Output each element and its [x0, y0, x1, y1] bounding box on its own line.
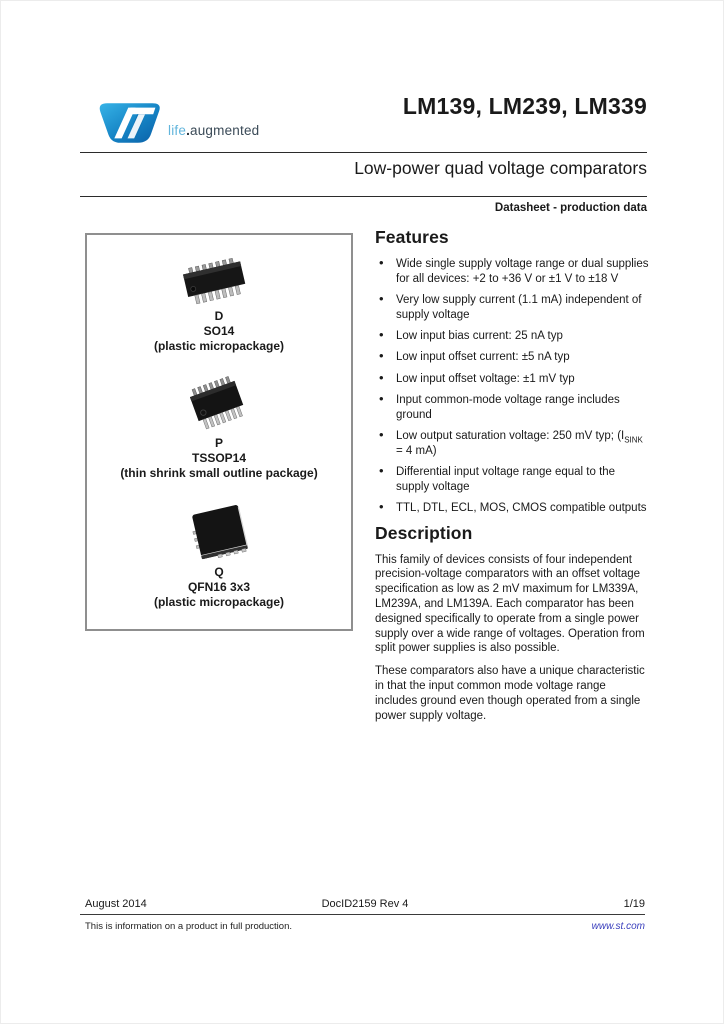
header-divider: [80, 152, 647, 153]
package-p-desc: (thin shrink small outline package): [120, 466, 318, 480]
tagline-dot: .: [186, 123, 191, 138]
subtitle-divider: [80, 196, 647, 197]
package-d-desc: (plastic micropackage): [153, 339, 285, 353]
so14-package-icon: [171, 253, 267, 309]
footer-doc-id: DocID2159 Rev 4: [321, 898, 409, 910]
package-p-code: P: [214, 436, 223, 450]
description-body: [375, 553, 649, 724]
footer-note-row: [85, 921, 645, 932]
qfn16-package-icon: [180, 501, 258, 565]
package-d-code: D: [214, 309, 224, 323]
feature-item: • Very low supply current (1.1 mA) independent of supply voltage: [375, 293, 649, 323]
description-heading: Description: [375, 522, 473, 543]
st-logo-icon: [96, 99, 162, 147]
package-q-code: Q: [214, 565, 224, 579]
features-heading: Features: [375, 227, 449, 247]
package-q-desc: (plastic micropackage): [153, 595, 285, 609]
main-content-column: [375, 227, 649, 731]
package-p-group: [120, 374, 317, 481]
st-logo: [96, 99, 162, 147]
footer-divider: [80, 914, 645, 915]
page-title: Low-power quad voltage comparators: [354, 158, 647, 178]
package-p-name: TSSOP14: [191, 451, 247, 465]
package-q-group: [154, 501, 284, 610]
description-paragraph: These comparators also have a unique characteristic in that the input common mode voltage range includes ground even though operated from a single power supply voltage.: [375, 665, 645, 722]
package-options-box: [85, 233, 353, 631]
doc-status-label: Datasheet - production data: [494, 202, 647, 214]
st-tagline: [168, 123, 259, 138]
package-d-group: [154, 253, 284, 354]
feature-item: • TTL, DTL, ECL, MOS, CMOS compatible outputs: [375, 501, 649, 516]
description-paragraph: This family of devices consists of four independent precision-voltage comparators with an offset voltage specification as low as 2 mV maximum for LM339A, LM239A, and LM139A. Each comparator has been designed specifically to operate from a single power supply over a wide range of voltages. Operation from split power supplies is also possible.: [375, 553, 645, 655]
feature-item: • Differential input voltage range equal to the supply voltage: [375, 465, 649, 495]
feature-item: • Wide single supply voltage range or dual supplies for all devices: +2 to +36 V or ±1 V to ±18 V: [375, 257, 649, 287]
footer-page-number: 1/19: [623, 898, 645, 910]
tssop14-package-icon: [173, 374, 265, 436]
part-numbers-title: LM139, LM239, LM339: [402, 93, 647, 119]
feature-item: • Input common-mode voltage range includes ground: [375, 393, 649, 423]
st-website-link[interactable]: www.st.com: [591, 921, 645, 932]
feature-item: • Low input offset voltage: ±1 mV typ: [375, 372, 649, 387]
feature-item: • Low input offset current: ±5 nA typ: [375, 350, 649, 365]
feature-subscript: SINK: [624, 435, 643, 445]
feature-item: [375, 429, 649, 459]
production-note: This is information on a product in full production.: [85, 921, 292, 932]
package-q-name: QFN16 3x3: [187, 580, 251, 594]
tagline-augmented: augmented: [190, 123, 260, 138]
footer-date: August 2014: [85, 898, 147, 910]
package-d-name: SO14: [203, 324, 235, 338]
features-list: [375, 257, 649, 516]
feature-text-pre: Low output saturation voltage: 250 mV typ; (I: [396, 430, 625, 443]
tagline-life: life: [168, 123, 187, 138]
feature-item: • Low input bias current: 25 nA typ: [375, 329, 649, 344]
feature-text-post: = 4 mA): [396, 444, 437, 457]
